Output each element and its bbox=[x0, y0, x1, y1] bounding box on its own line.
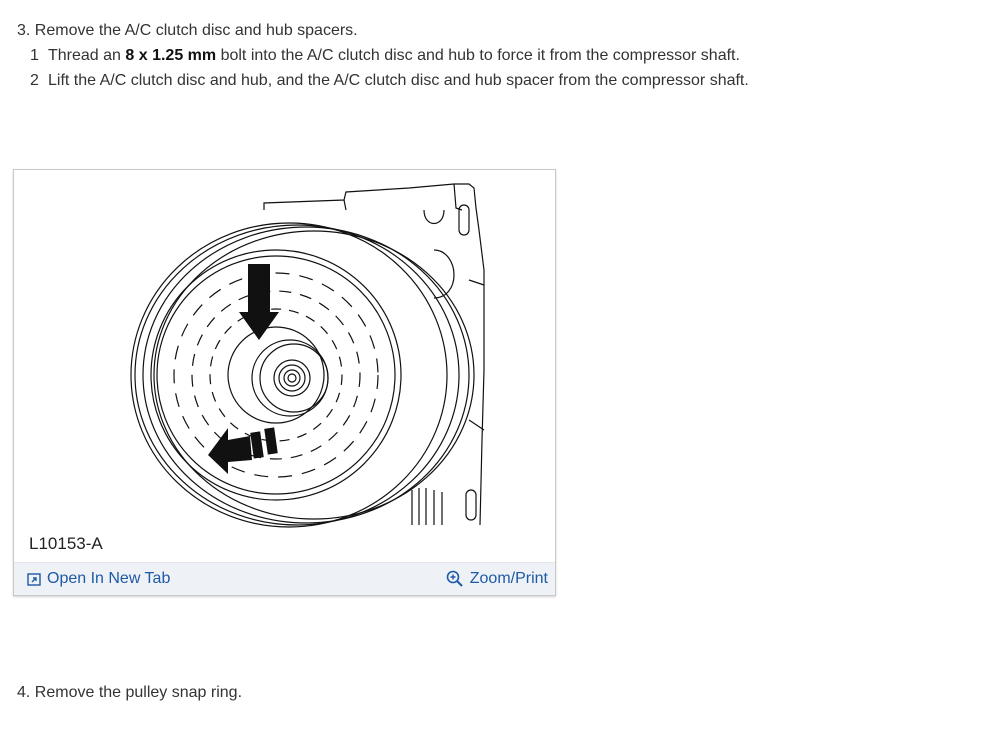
figure-card bbox=[13, 169, 556, 596]
bolt-size: 8 x 1.25 mm bbox=[125, 47, 217, 64]
substep-text: Lift the A/C clutch disc and hub, and the A/C clutch disc and hub spacer from the compressor shaft. bbox=[48, 72, 749, 89]
open-in-new-tab-label: Open In New Tab bbox=[47, 570, 171, 587]
substep-number: 1 bbox=[30, 47, 39, 64]
zoom-print-link[interactable] bbox=[446, 570, 548, 588]
figure-toolbar bbox=[14, 562, 555, 595]
zoom-print-label: Zoom/Print bbox=[469, 570, 548, 587]
substep-2 bbox=[30, 72, 749, 90]
clutch-illustration bbox=[14, 170, 555, 530]
zoom-icon bbox=[446, 570, 464, 588]
open-in-new-tab-link[interactable] bbox=[27, 570, 170, 588]
substep-text-before: Thread an bbox=[48, 47, 126, 64]
figure-label: L10153-A bbox=[29, 534, 103, 553]
step-3-title: 3. Remove the A/C clutch disc and hub spacers. bbox=[17, 22, 358, 39]
open-in-new-tab-icon bbox=[27, 572, 41, 586]
substep-text-after: bolt into the A/C clutch disc and hub to force it from the compressor shaft. bbox=[216, 47, 740, 64]
substep-number: 2 bbox=[30, 72, 39, 89]
step-4-title: 4. Remove the pulley snap ring. bbox=[17, 684, 243, 701]
substep-1 bbox=[30, 47, 740, 65]
